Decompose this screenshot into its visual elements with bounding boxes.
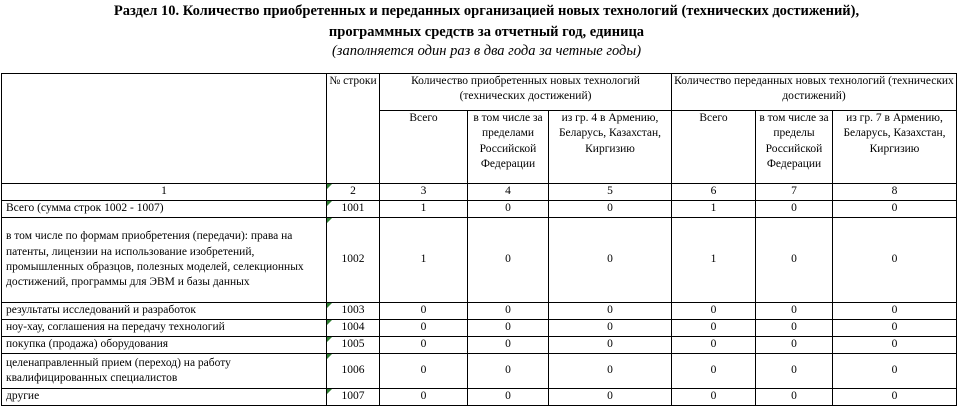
section-title-line2: программных средств за отчетный год, единица: [328, 24, 645, 40]
value-cell: 0: [756, 337, 833, 354]
value-cell: 0: [549, 218, 672, 303]
value-cell: 0: [380, 320, 468, 337]
row-code: 1006: [327, 354, 380, 389]
row-label: целенаправленный прием (переход) на работу квалифицированных специалистов: [2, 354, 327, 389]
value-cell: 0: [833, 320, 957, 337]
row-code: 1002: [327, 218, 380, 303]
row-label: в том числе по формам приобретения (передачи): права на патенты, лицензии на использование изобретений, промышленных образцов, полезных моделей, селекционных достижений, программы для ЭВМ и базы данных: [2, 218, 327, 303]
column-number: 4: [468, 184, 549, 201]
section-heading: [0, 0, 973, 61]
header-blank-cell: [2, 74, 327, 184]
value-cell: 0: [833, 303, 957, 320]
value-cell: 0: [549, 337, 672, 354]
value-cell: 0: [468, 354, 549, 389]
table-row: [2, 337, 957, 354]
value-cell: 0: [380, 389, 468, 406]
column-number: 6: [672, 184, 756, 201]
value-cell: 0: [549, 389, 672, 406]
header-tr-outside-rf: в том числе за пределы Российской Федерации: [756, 111, 833, 184]
value-cell: 0: [833, 337, 957, 354]
value-cell: 0: [468, 201, 549, 218]
header-transferred-group: Количество переданных новых технологий (технических достижений): [672, 74, 957, 111]
value-cell: 0: [756, 303, 833, 320]
column-number: 1: [2, 184, 327, 201]
value-cell: 0: [549, 354, 672, 389]
value-cell: 0: [549, 201, 672, 218]
column-number: 5: [549, 184, 672, 201]
value-cell: 0: [756, 201, 833, 218]
value-cell: 0: [756, 218, 833, 303]
value-cell: 0: [833, 389, 957, 406]
header-acq-total: Всего: [380, 111, 468, 184]
value-cell: 0: [672, 337, 756, 354]
row-label: Всего (сумма строк 1002 - 1007): [2, 201, 327, 218]
row-label: другие: [2, 389, 327, 406]
value-cell: 0: [468, 303, 549, 320]
header-acquired-group: Количество приобретенных новых технологий (технических достижений): [380, 74, 672, 111]
table-row: [2, 389, 957, 406]
value-cell: 0: [549, 303, 672, 320]
row-code: 1005: [327, 337, 380, 354]
header-acq-outside-rf: в том числе за пределами Российской Федерации: [468, 111, 549, 184]
value-cell: 0: [756, 389, 833, 406]
value-cell: 1: [672, 218, 756, 303]
value-cell: 0: [549, 320, 672, 337]
table-row: [2, 303, 957, 320]
value-cell: 0: [672, 354, 756, 389]
value-cell: 0: [833, 354, 957, 389]
value-cell: 0: [468, 218, 549, 303]
value-cell: 0: [833, 201, 957, 218]
row-code: 1003: [327, 303, 380, 320]
column-number: 2: [327, 184, 380, 201]
value-cell: 0: [672, 389, 756, 406]
value-cell: 0: [672, 320, 756, 337]
value-cell: 0: [468, 389, 549, 406]
value-cell: 1: [672, 201, 756, 218]
row-label: ноу-хау, соглашения на передачу технологий: [2, 320, 327, 337]
value-cell: 0: [468, 320, 549, 337]
table-row: [2, 320, 957, 337]
report-table: [1, 73, 957, 406]
value-cell: 0: [380, 354, 468, 389]
section-subtitle: (заполняется один раз в два года за четные годы): [331, 43, 642, 59]
row-label: результаты исследований и разработок: [2, 303, 327, 320]
value-cell: 0: [468, 337, 549, 354]
row-code: 1004: [327, 320, 380, 337]
header-tr-eaeu: из гр. 7 в Армению, Беларусь, Казахстан, Киргизию: [833, 111, 957, 184]
table-row: [2, 201, 957, 218]
value-cell: 0: [756, 354, 833, 389]
value-cell: 0: [380, 303, 468, 320]
table-row: [2, 218, 957, 303]
row-code: 1007: [327, 389, 380, 406]
value-cell: 1: [380, 201, 468, 218]
column-number: 7: [756, 184, 833, 201]
value-cell: 0: [833, 218, 957, 303]
value-cell: 0: [672, 303, 756, 320]
header-row-group: [2, 74, 957, 111]
column-number: 8: [833, 184, 957, 201]
column-numbers-row: [2, 184, 957, 201]
row-label: покупка (продажа) оборудования: [2, 337, 327, 354]
value-cell: 1: [380, 218, 468, 303]
header-acq-eaeu: из гр. 4 в Армению, Беларусь, Казахстан, Киргизию: [549, 111, 672, 184]
table-row: [2, 354, 957, 389]
section-title-line1: Раздел 10. Количество приобретенных и переданных организацией новых технологий (технических достижений),: [113, 3, 860, 19]
header-tr-total: Всего: [672, 111, 756, 184]
row-code: 1001: [327, 201, 380, 218]
header-row-number: № строки: [327, 74, 380, 184]
value-cell: 0: [756, 320, 833, 337]
column-number: 3: [380, 184, 468, 201]
value-cell: 0: [380, 337, 468, 354]
